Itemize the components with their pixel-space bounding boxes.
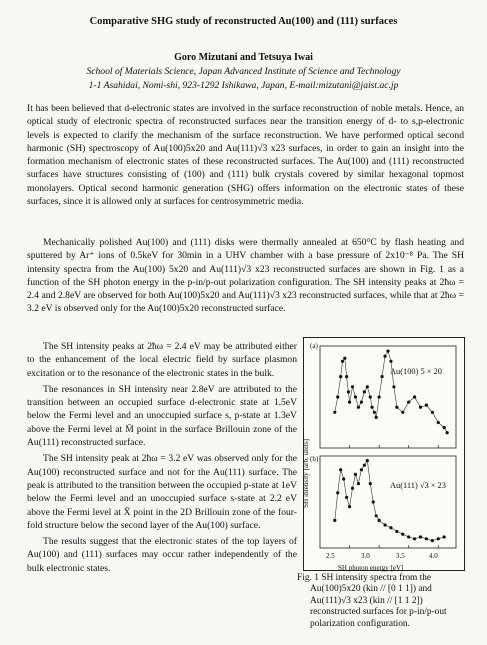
data-point	[395, 530, 398, 533]
figure-caption	[297, 573, 472, 630]
data-point	[351, 385, 354, 388]
data-point	[431, 539, 434, 542]
data-point	[375, 514, 378, 517]
data-point	[347, 390, 350, 393]
data-point	[437, 421, 440, 424]
affiliation-line-2: 1-1 Asahidai, Nomi-shi, 923-1292 Ishikawa, Japan, E-mail:mizutani@jaist.ac.jp	[88, 80, 399, 91]
caption-line-1: Fig. 1 SH intensity spectra from the	[297, 573, 432, 583]
paragraph-6: The results suggest that the electronic states of the top layers of Au(100) and (111) surfaces may occur rather independently of the bulk electronic states.	[27, 536, 297, 574]
paragraph-4: The resonances in SH intensity near 2.8eV are attributed to the transition between an occupied surface d-electronic state at 1.5eV below the Fermi level and an unoccupied surface s, p-state at 1.3eV above the Fermi level at M̄ point in the surface Brillouin zone of the Au(111) reconstructed surface.	[27, 383, 297, 449]
data-point	[375, 416, 378, 419]
data-point	[351, 487, 354, 490]
data-point	[419, 406, 422, 409]
affiliation-line-1: School of Materials Science, Japan Advanced Institute of Science and Technology	[86, 66, 401, 77]
paragraph-1: It has been believed that d-electronic states are involved in the surface reconstruction of noble metals. Hence, an optical study of electronic spectra of reconstructed surfaces near the transition energy of d- to s,p-electronic levels is expected to clarify the mechanism of the surface reconstruction. We have performed optical second harmonic (SH) spectroscopy of Au(100)5x20 and Au(111)√3 x23 surfaces, in order to gain an insight into the formation mechanism of electronic states of these reconstructed surfaces. The Au(100) and (111) reconstructed surfaces have structures consisting of (100) and (111) bulk crystals covered by similar hexagonal topmost monolayers. Optical second harmonic generation (SHG) offers information on the electronic states of these surfaces, since it is allowed only at surfaces for centrosymmetric media.	[27, 103, 464, 208]
data-point	[386, 350, 389, 353]
data-point	[357, 482, 360, 485]
y-axis-label: SH intensity [arb. units]	[302, 438, 310, 508]
data-point	[383, 355, 386, 358]
data-point	[395, 406, 398, 409]
paragraph-3: The SH intensity peaks at 2ħω = 2.4 eV may be attributed either to the enhancement of the local electric field by surface plasmon excitation or to the resonance of the electronic states in the bulk.	[27, 341, 297, 379]
paragraph-5: The SH intensity peak at 2ħω = 3.2 eV was observed only for the Au(100) reconstructed surface and not for the Au(111) surface. The peak is attributed to the transition between the occupied p-state at 1eV below the Fermi level and an unoccupied surface s-state at 2.2 eV above the Fermi level at X̄ point in the 2D Brillouin zone of the four-fold structure below the second layer of the Au(100) surface.	[27, 453, 297, 531]
data-point	[369, 482, 372, 485]
data-point	[431, 411, 434, 414]
caption-line-5: polarization configuration.	[310, 618, 410, 629]
data-point	[407, 535, 410, 538]
figure-frame	[303, 337, 465, 571]
data-point	[363, 390, 366, 393]
data-point	[348, 505, 351, 508]
x-axis-label: SH photon energy [eV]	[338, 564, 404, 572]
data-point	[363, 464, 366, 467]
data-point	[378, 395, 381, 398]
data-point	[342, 477, 345, 480]
paper-title: Comparative SHG study of reconstructed Au(100) and (111) surfaces	[89, 16, 398, 27]
fit-curve	[335, 351, 447, 433]
data-point	[369, 395, 372, 398]
data-point	[372, 500, 375, 503]
data-point	[336, 395, 339, 398]
data-point	[446, 431, 449, 434]
caption-line-4: reconstructed surfaces for p-in/p-out	[310, 607, 447, 618]
data-point	[373, 411, 376, 414]
data-point	[392, 385, 395, 388]
data-point	[443, 426, 446, 429]
data-point	[401, 411, 404, 414]
data-point	[419, 535, 422, 538]
data-point	[389, 360, 392, 363]
panel-a-tag: (a)	[310, 342, 318, 350]
data-point	[354, 395, 357, 398]
data-point	[333, 411, 336, 414]
data-point	[378, 519, 381, 522]
data-point	[339, 468, 342, 471]
x-tick-label: 4.0	[429, 552, 438, 560]
caption-line-2: Au(100)5x20 (kin // [0 1 1]) and	[310, 584, 432, 595]
panel-a-label: Au(100) 5 × 20	[390, 367, 442, 376]
data-point	[360, 468, 363, 471]
panel-b-tag: (b)	[310, 455, 319, 463]
data-point	[336, 491, 339, 494]
data-point	[437, 537, 440, 540]
data-point	[339, 375, 342, 378]
data-point	[341, 360, 344, 363]
data-point	[343, 357, 346, 360]
data-point	[345, 375, 348, 378]
caption-line-3: Au(111)√3 x23 (kin // [1 1 2])	[310, 595, 423, 606]
left-column	[27, 340, 297, 578]
x-tick-label: 2.5	[326, 552, 335, 560]
data-point	[348, 401, 351, 404]
data-point	[360, 401, 363, 404]
data-point	[333, 519, 336, 522]
data-point	[413, 537, 416, 540]
data-point	[401, 533, 404, 536]
data-point	[345, 496, 348, 499]
data-point	[413, 395, 416, 398]
data-point	[354, 473, 357, 476]
data-point	[380, 375, 383, 378]
fit-curve	[335, 461, 444, 541]
data-point	[425, 404, 428, 407]
data-point	[366, 459, 369, 462]
x-tick-label: 3.5	[396, 552, 405, 560]
data-point	[366, 385, 369, 388]
plot-panel-frame	[320, 346, 456, 448]
data-point	[425, 537, 428, 540]
authors: Goro Mizutani and Tetsuya Iwai	[174, 52, 313, 63]
data-point	[389, 526, 392, 529]
data-point	[443, 535, 446, 538]
panel-b-label: Au(111) √3 × 23	[390, 481, 446, 490]
data-point	[357, 406, 360, 409]
paragraph-2: Mechanically polished Au(100) and (111) disks were thermally annealed at 650°C by flash heating and sputtered by Ar⁺ ions of 0.5keV for 30min in a UHV chamber with a base pressure of 2x10⁻⁸ Pa. The SH intensity spectra from the Au(100) 5x20 and Au(111)√3 x23 reconstructed surfaces are shown in Fig. 1 as a function of the SH photon energy in the p-in/p-out polarization configuration. The SH intensity peaks at 2ħω = 2.4 and 2.8eV are observed for both Au(100)5x20 and Au(111)√3 x23 reconstructed surfaces, while that at 2ħω = 3.2 eV is observed only for the Au(100)5x20 reconstructed surface.	[27, 237, 464, 315]
data-point	[407, 401, 410, 404]
x-tick-label: 3.0	[361, 552, 370, 560]
data-point	[383, 523, 386, 526]
data-point	[370, 406, 373, 409]
